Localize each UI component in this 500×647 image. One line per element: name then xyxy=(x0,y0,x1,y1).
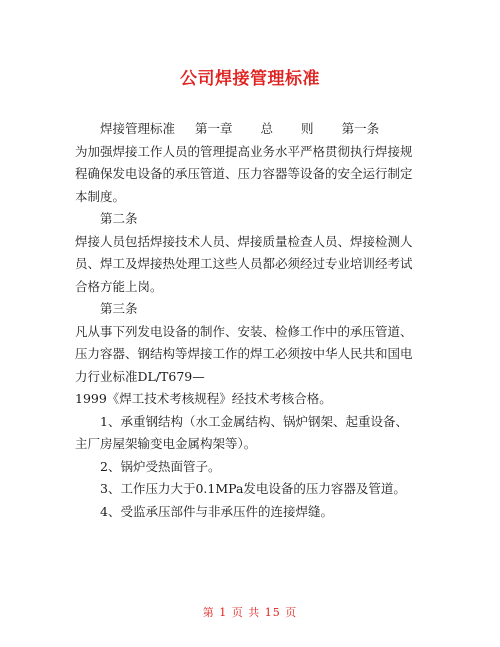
paragraph-line: 力行业标准DL/T679— xyxy=(75,368,205,384)
paragraph-line: 员、焊工及焊接热处理工这些人员都必须经过专业培训经考试 xyxy=(75,256,413,271)
heading-article-1: 第一条 xyxy=(341,121,380,136)
article-heading: 第二条 xyxy=(100,211,138,226)
list-item: 4、受监承压部件与非承压件的连接焊缝。 xyxy=(100,503,333,519)
heading-zong: 总 xyxy=(260,121,274,136)
article-heading: 第三条 xyxy=(100,301,138,316)
paragraph-line: 合格方能上岗。 xyxy=(75,278,163,294)
paragraph-line: 1999《焊工技术考核规程》经技术考核合格。 xyxy=(75,391,332,406)
document-body xyxy=(75,118,425,523)
paragraph-line: 为加强焊接工作人员的管理提高业务水平严格贯彻执行焊接规 xyxy=(75,143,413,159)
paragraph-line: 压力容器、钢结构等焊接工作的焊工必须按中华人民共和国电 xyxy=(75,346,413,361)
heading-ze: 则 xyxy=(301,121,314,136)
paragraph-line: 本制度。 xyxy=(75,188,126,204)
list-item: 1、承重钢结构（水工金属结构、锅炉钢架、起重设备、 xyxy=(100,413,408,429)
paragraph-line: 凡从事下列发电设备的制作、安装、检修工作中的承压管道、 xyxy=(75,323,413,339)
page-number-footer: 第 1 页 共 15 页 xyxy=(202,606,298,619)
paragraph-line: 焊接人员包括焊接技术人员、焊接质量检查人员、焊接检测人 xyxy=(75,233,413,249)
list-item: 2、锅炉受热面管子。 xyxy=(100,458,221,474)
paragraph-line: 程确保发电设备的承压管道、压力容器等设备的安全运行制定 xyxy=(75,166,413,181)
list-item: 3、工作压力大于0.1MPa发电设备的压力容器及管道。 xyxy=(100,481,406,496)
heading-chapter: 第一章 xyxy=(195,121,233,136)
document-title: 公司焊接管理标准 xyxy=(180,69,320,89)
chapter-heading-row xyxy=(75,118,425,141)
heading-standard-name: 焊接管理标准 xyxy=(100,121,176,136)
list-item-continuation: 主厂房屋架输变电金属构架等）。 xyxy=(75,436,257,451)
